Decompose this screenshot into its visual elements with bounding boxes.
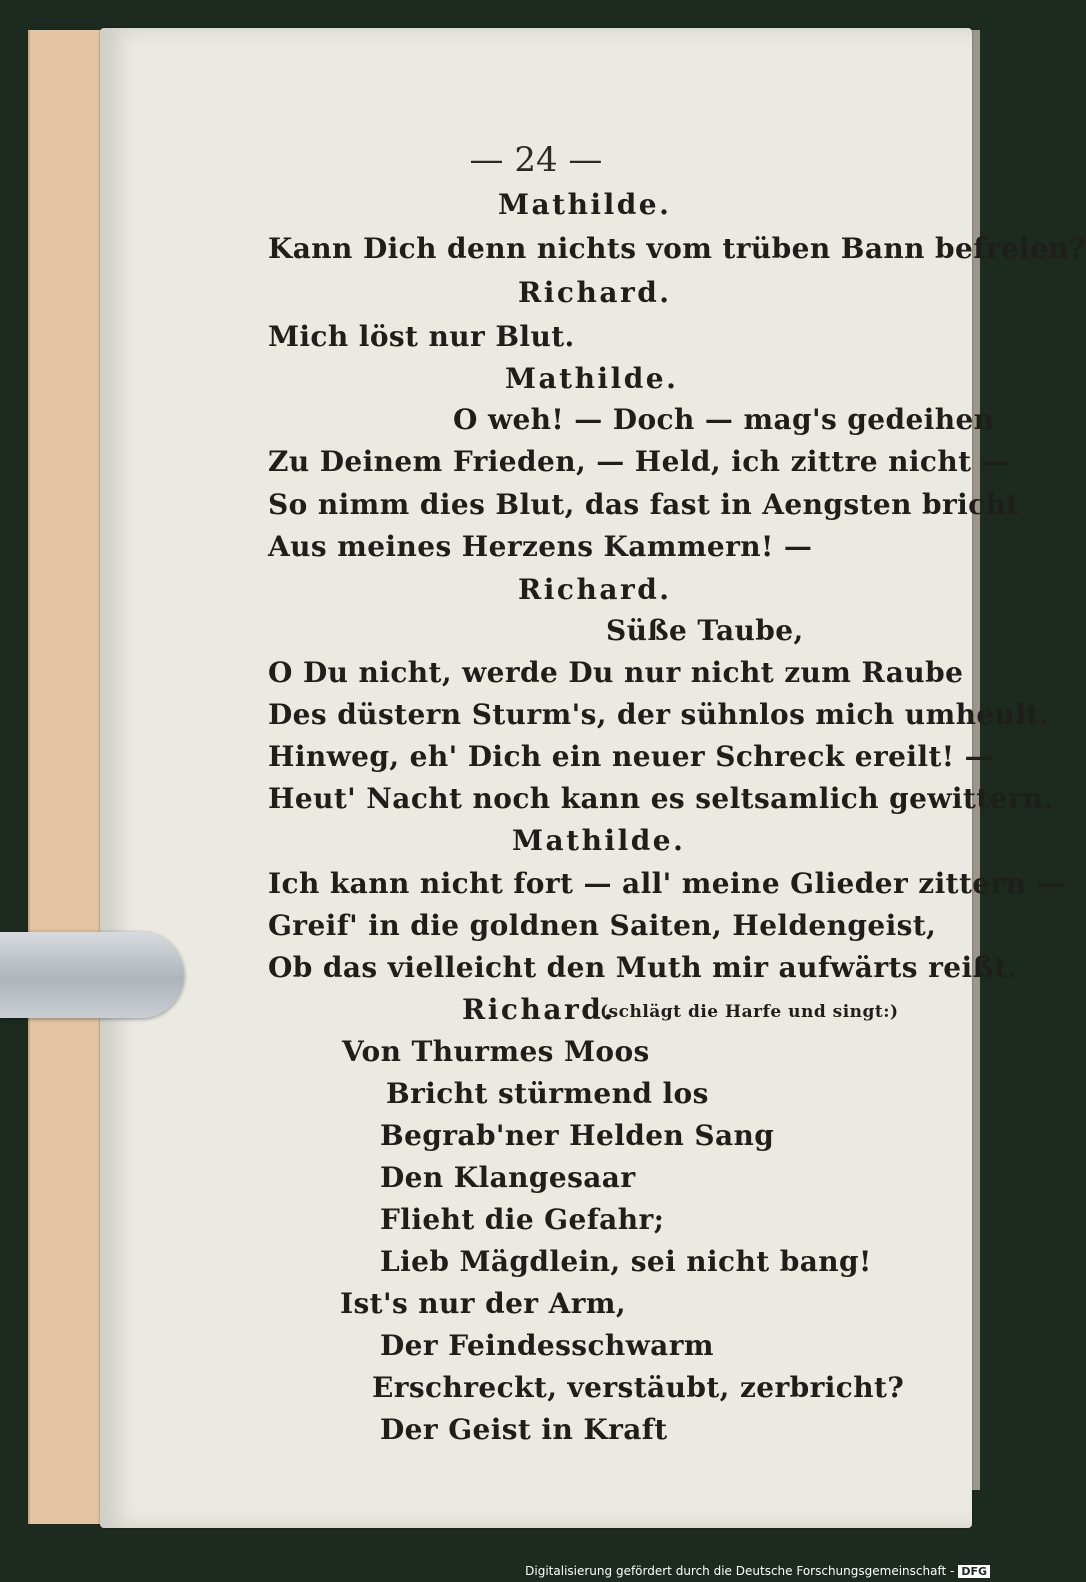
speaker-name: Mathilde.: [512, 824, 686, 857]
speaker-name: Mathilde.: [505, 362, 679, 395]
verse-line: Des düstern Sturm's, der sühnlos mich umheult.: [268, 698, 1050, 731]
digitization-credit: [525, 1564, 990, 1578]
verse-line: Von Thurmes Moos: [342, 1035, 650, 1068]
verse-line: Aus meines Herzens Kammern! —: [268, 530, 813, 563]
verse-line: Der Feindesschwarm: [380, 1329, 714, 1362]
verse-line: Ob das vielleicht den Muth mir aufwärts reißt.: [268, 951, 1018, 984]
page-number: — 24 —: [469, 140, 603, 180]
verse-line: Greif' in die goldnen Saiten, Heldengeist,: [268, 909, 937, 942]
credit-text: Digitalisierung gefördert durch die Deutsche Forschungsgemeinschaft -: [525, 1564, 955, 1578]
book-page: [100, 28, 1086, 1528]
verse-line: Zu Deinem Frieden, — Held, ich zittre nicht —: [268, 445, 1010, 478]
verse-line: Heut' Nacht noch kann es seltsamlich gewittern.: [268, 782, 1054, 815]
verse-line: Ich kann nicht fort — all' meine Glieder zittern —: [268, 867, 1065, 900]
verse-line: O weh! — Doch — mag's gedeihen: [453, 403, 995, 436]
verse-line: Den Klangesaar: [380, 1161, 636, 1194]
verse-line: Lieb Mägdlein, sei nicht bang!: [380, 1245, 872, 1278]
verse-line: So nimm dies Blut, das fast in Aengsten bricht: [268, 488, 1020, 521]
verse-line: Flieht die Gefahr;: [380, 1203, 665, 1236]
verse-line: Kann Dich denn nichts vom trüben Bann befreien?: [268, 232, 1086, 265]
verse-line: Erschreckt, verstäubt, zerbricht?: [372, 1371, 905, 1404]
verse-line: Bricht stürmend los: [386, 1077, 709, 1110]
speaker-name: Richard.: [518, 276, 672, 309]
verse-line: Hinweg, eh' Dich ein neuer Schreck ereilt! —: [268, 740, 994, 773]
verse-line: Der Geist in Kraft: [380, 1413, 668, 1446]
verse-line: O Du nicht, werde Du nur nicht zum Raube: [268, 656, 964, 689]
stage-direction: (schlägt die Harfe und singt:): [600, 1002, 899, 1022]
verse-line: Süße Taube,: [606, 614, 804, 647]
verse-line: Begrab'ner Helden Sang: [380, 1119, 775, 1152]
scanner-clip: [0, 932, 184, 1018]
verse-line: Ist's nur der Arm,: [340, 1287, 627, 1320]
dfg-logo: DFG: [958, 1565, 990, 1578]
speaker-name: Mathilde.: [498, 188, 672, 221]
verse-line: Mich löst nur Blut.: [268, 320, 575, 353]
speaker-name: Richard.: [518, 573, 672, 606]
speaker-name: Richard.: [462, 993, 616, 1026]
